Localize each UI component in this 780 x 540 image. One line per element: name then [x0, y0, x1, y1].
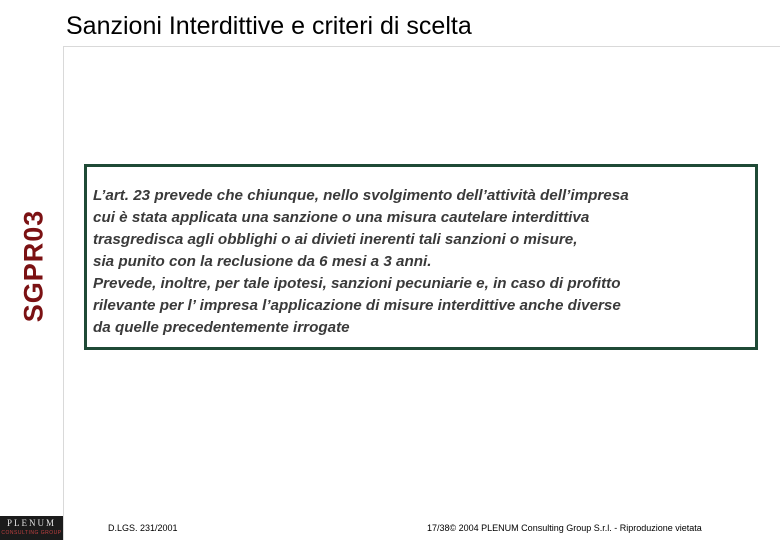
title-divider: [64, 46, 780, 47]
slide-code: SGPR03: [18, 209, 49, 323]
slide-title: Sanzioni Interdittive e criteri di scelta: [66, 12, 472, 40]
logo-name: PLENUM: [6, 518, 56, 528]
footer-law-reference: D.LGS. 231/2001: [108, 523, 178, 533]
side-divider: [63, 46, 64, 540]
content-text: L’art. 23 prevede che chiunque, nello svolgimento dell’attività dell’impresa cui è stata applicata una sanzione o una misura cautelare interdittiva trasgredisca agli obblighi o ai divieti inerenti tali sanzioni o misure, sia punito con la reclusione da 6 mesi a 3 anni. Prevede, inoltre, per tale ipotesi, sanzioni pecuniarie e, in caso di profitto rilevante per l’ impresa l’applicazione di misure interdittive anche diverse da quelle precedentemente irrogate: [93, 187, 629, 336]
logo-tagline: CONSULTING GROUP: [1, 530, 62, 536]
footer-copyright: 17/38© 2004 PLENUM Consulting Group S.r.l. - Riproduzione vietata: [427, 523, 702, 533]
content-box: [84, 164, 758, 350]
plenum-logo: [0, 516, 63, 540]
